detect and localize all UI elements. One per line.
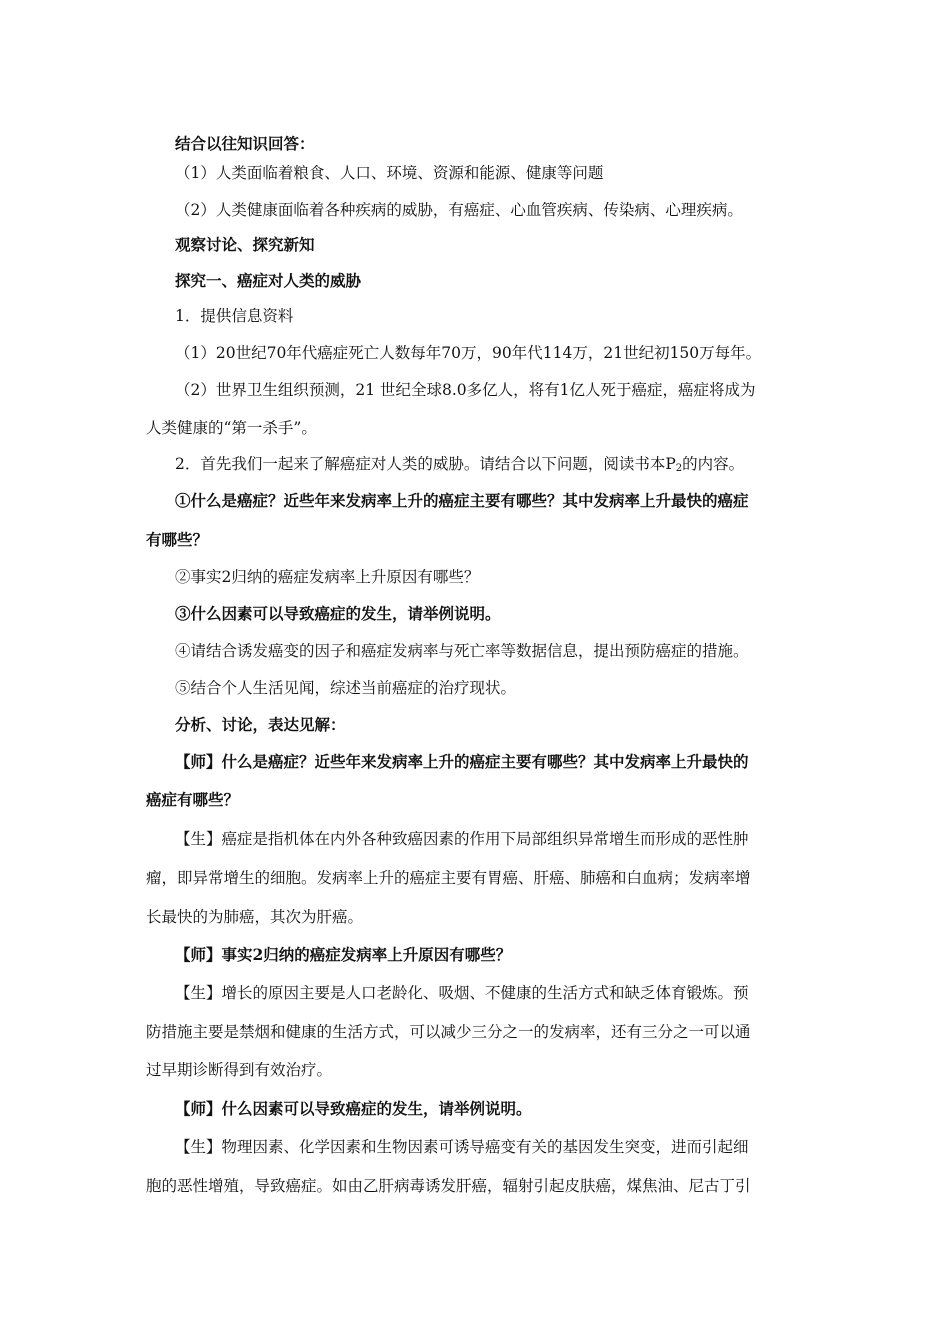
heading-explore-1: 探究一、癌症对人类的威胁 (175, 271, 362, 290)
student-a3: 【生】物理因素、化学因素和生物因素可诱导癌变有关的基因发生突变，进而引起细 (175, 1138, 749, 1156)
review-item-2: （2）人类健康面临着各种疾病的威胁，有癌症、心血管疾病、传染病、心理疾病。 (175, 201, 743, 219)
question-1-cont: 有哪些？ (146, 530, 209, 549)
question-2: ②事实2归纳的癌症发病率上升原因有哪些？ (175, 568, 480, 586)
question-3: ③什么因素可以导致癌症的发生，请举例说明。 (175, 604, 501, 623)
student-a1: 【生】癌症是指机体在内外各种致癌因素的作用下局部组织异常增生而形成的恶性肿 (175, 830, 749, 848)
heading-observe: 观察讨论、探究新知 (175, 235, 315, 254)
info-item-2-cont: 人类健康的“第一杀手”。 (146, 419, 317, 437)
student-a2: 【生】增长的原因主要是人口老龄化、吸烟、不健康的生活方式和缺乏体育锻炼。预 (175, 984, 749, 1002)
reading-instruction: 2．首先我们一起来了解癌症对人类的威胁。请结合以下问题，阅读书本$P_2$的内容。 (175, 455, 745, 474)
info-item-2: （2）世界卫生组织预测，21 世纪全球8.0多亿人，将有1亿人死于癌症，癌症将成为 (175, 381, 756, 399)
question-1: ①什么是癌症？近些年来发病率上升的癌症主要有哪些？其中发病率上升最快的癌症 (175, 491, 749, 510)
teacher-q1-cont: 癌症有哪些？ (146, 790, 240, 809)
review-item-1: （1）人类面临着粮食、人口、环境、资源和能源、健康等问题 (175, 164, 604, 182)
teacher-q3: 【师】什么因素可以导致癌症的发生，请举例说明。 (175, 1099, 532, 1118)
question-4: ④请结合诱发癌变的因子和癌症发病率与死亡率等数据信息，提出预防癌症的措施。 (175, 642, 749, 660)
info-heading: 1．提供信息资料 (175, 307, 294, 325)
student-a2-cont-1: 防措施主要是禁烟和健康的生活方式，可以减少三分之一的发病率，还有三分之一可以通 (146, 1023, 751, 1041)
student-a1-cont-1: 瘤，即异常增生的细胞。发病率上升的癌症主要有胃癌、肝癌、肺癌和白血病；发病率增 (146, 869, 751, 887)
teacher-q1: 【师】什么是癌症？近些年来发病率上升的癌症主要有哪些？其中发病率上升最快的 (175, 752, 749, 771)
student-a2-cont-2: 过早期诊断得到有效治疗。 (146, 1061, 333, 1079)
info-item-1: （1）20世纪70年代癌症死亡人数每年70万，90年代114万，21世纪初150万每年。 (175, 344, 762, 362)
heading-discuss: 分析、讨论，表达见解： (175, 715, 346, 734)
student-a3-cont: 胞的恶性增殖，导致癌症。如由乙肝病毒诱发肝癌，辐射引起皮肤癌，煤焦油、尼古丁引 (146, 1177, 751, 1195)
heading-review: 结合以往知识回答： (175, 134, 315, 153)
question-5: ⑤结合个人生活见闻，综述当前癌症的治疗现状。 (175, 679, 517, 697)
teacher-q2: 【师】事实2归纳的癌症发病率上升原因有哪些？ (175, 945, 512, 964)
student-a1-cont-2: 长最快的为肺癌，其次为肝癌。 (146, 908, 364, 926)
